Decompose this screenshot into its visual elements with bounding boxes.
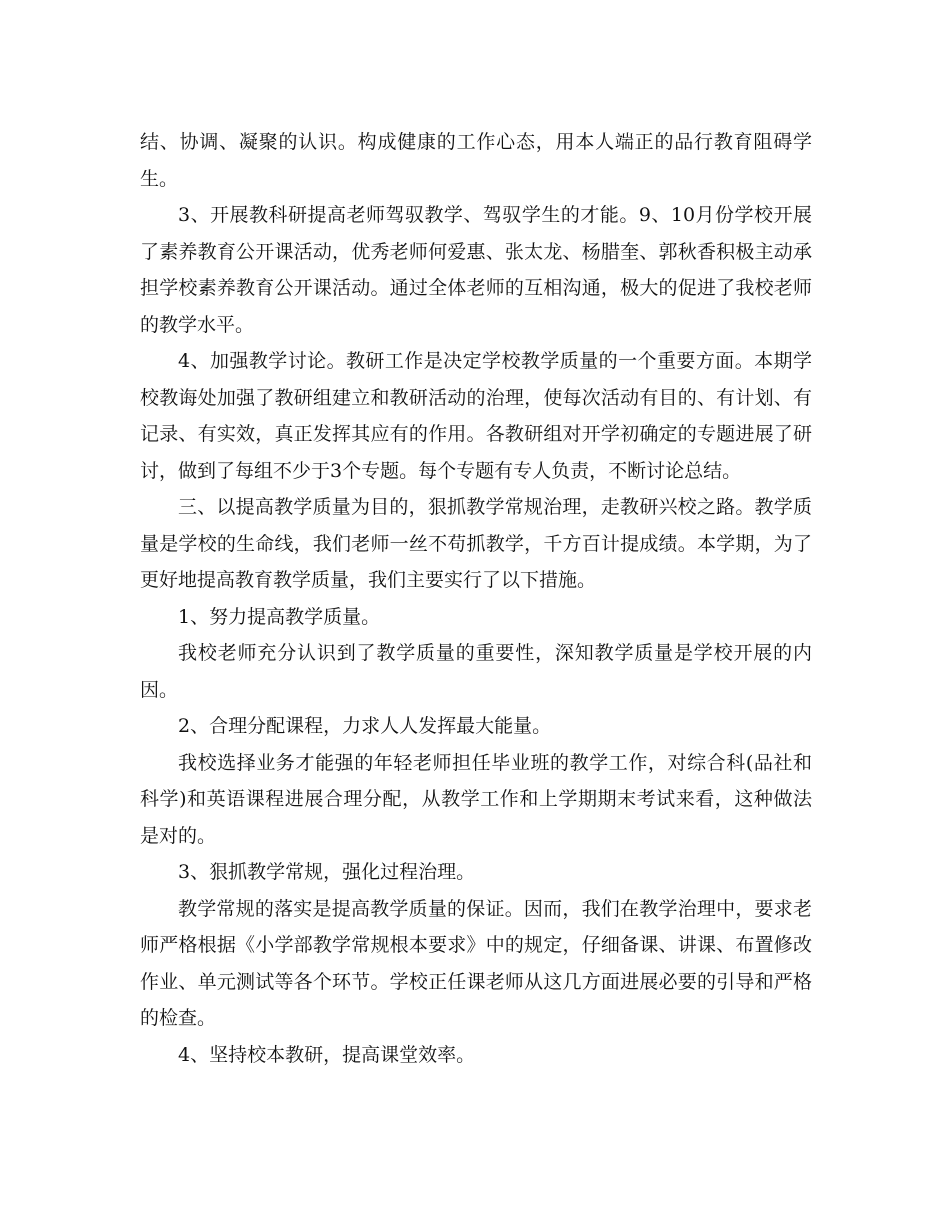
paragraph-teaching-discussion: 4、加强教学讨论。教研工作是决定学校教学质量的一个重要方面。本期学校教诲处加强了教研组建立和教研活动的治理，使每次活动有目的、有计划、有记录、有实效，真正发挥其应有的作用。各教研组对开学初确定的专题进展了研讨，做到了每组不少于3个专题。每个专题有专人负责，不断讨论总结。 [140, 350, 812, 482]
paragraph-section-three: 三、以提高教学质量为目的，狠抓教学常规治理，走教研兴校之路。教学质量是学校的生命线，我们老师一丝不苟抓教学，千方百计提成绩。本学期，为了更好地提高教育教学质量，我们主要实行了以下措施。 [140, 496, 812, 591]
paragraph-teaching-research: 3、开展教科研提高老师驾驭教学、驾驭学生的才能。9、10月份学校开展了素养教育公开课活动，优秀老师何爱惠、张太龙、杨腊奎、郭秋香积极主动承担学校素养教育公开课活动。通过全体老师的互相沟通，极大的促进了我校老师的教学水平。 [140, 204, 812, 336]
paragraph-item-4-heading: 4、坚持校本教研，提高课堂效率。 [178, 1043, 476, 1066]
paragraph-item-1-heading: 1、努力提高教学质量。 [178, 605, 381, 628]
paragraph-item-2-heading: 2、合理分配课程，力求人人发挥最大能量。 [178, 715, 552, 737]
paragraph-continuation: 结、协调、凝聚的认识。构成健康的工作心态，用本人端正的品行教育阻碍学生。 [140, 131, 812, 190]
paragraph-item-3-body: 教学常规的落实是提高教学质量的保证。因而，我们在教学治理中，要求老师严格根据《小学部教学常规根本要求》中的规定，仔细备课、讲课、布置修改作业、单元测试等各个环节。学校正任课老师从这几方面进展必要的引导和严格的检查。 [140, 897, 812, 1029]
paragraph-item-3-heading: 3、狠抓教学常规，强化过程治理。 [178, 861, 476, 883]
document-body [140, 124, 812, 1073]
paragraph-item-1-body: 我校老师充分认识到了教学质量的重要性，深知教学质量是学校开展的内因。 [140, 642, 812, 701]
paragraph-item-2-body: 我校选择业务才能强的年轻老师担任毕业班的教学工作，对综合科(品社和科学)和英语课程进展合理分配，从教学工作和上学期期末考试来看，这种做法是对的。 [140, 751, 812, 847]
